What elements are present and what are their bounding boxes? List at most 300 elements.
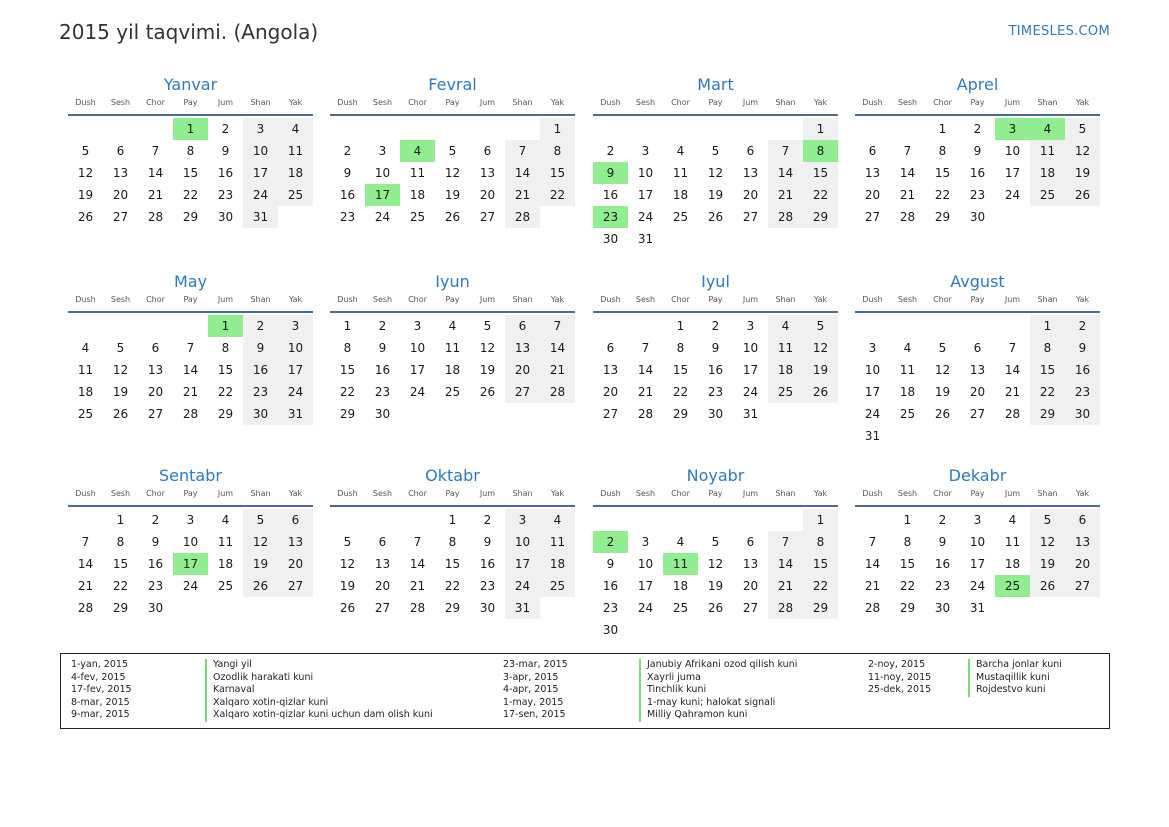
month-divider bbox=[593, 311, 838, 313]
weekday-label: Sesh bbox=[372, 98, 393, 107]
weekday-label: Pay bbox=[708, 489, 723, 498]
day-cell: 31 bbox=[969, 601, 986, 615]
day-cell: 17 bbox=[505, 553, 540, 575]
legend-dates-column bbox=[71, 659, 132, 722]
weekday-label: Dush bbox=[75, 295, 96, 304]
legend-holiday-name: Ozodlik harakati kuni bbox=[205, 672, 433, 685]
day-cell: 29 bbox=[444, 601, 461, 615]
empty-cell bbox=[365, 509, 400, 531]
weekday-label: Yak bbox=[1075, 489, 1090, 498]
day-cell: 1 bbox=[938, 122, 947, 136]
day-cell: 23 bbox=[374, 385, 391, 399]
day-cell: 7 bbox=[151, 144, 160, 158]
day-cell: 23 bbox=[147, 579, 164, 593]
day-cell: 16 bbox=[243, 359, 278, 381]
day-cell: 1 bbox=[116, 513, 125, 527]
weekday-header bbox=[330, 98, 575, 111]
weekday-label: Yak bbox=[1075, 98, 1090, 107]
day-cell: 28 bbox=[768, 597, 803, 619]
weekday-label: Jum bbox=[217, 98, 234, 107]
day-cell: 24 bbox=[637, 601, 654, 615]
weekday-label: Shan bbox=[250, 295, 271, 304]
day-cell: 31 bbox=[505, 597, 540, 619]
day-cell: 27 bbox=[147, 407, 164, 421]
day-grid bbox=[68, 315, 313, 425]
day-cell: 6 bbox=[973, 341, 982, 355]
day-cell: 27 bbox=[742, 601, 759, 615]
month-divider bbox=[593, 114, 838, 116]
day-cell: 29 bbox=[217, 407, 234, 421]
weekday-label: Pay bbox=[183, 489, 198, 498]
day-cell: 2 bbox=[606, 144, 615, 158]
day-cell: 5 bbox=[483, 319, 492, 333]
weekday-label: Pay bbox=[970, 489, 985, 498]
weekday-label: Chor bbox=[671, 98, 690, 107]
month-iyun bbox=[330, 271, 575, 425]
day-cell: 16 bbox=[707, 363, 724, 377]
day-cell: 28 bbox=[864, 601, 881, 615]
day-cell: 3 bbox=[746, 319, 755, 333]
day-cell: 3 bbox=[278, 315, 313, 337]
weekday-label: Sesh bbox=[897, 98, 918, 107]
day-cell: 2 bbox=[343, 144, 352, 158]
day-cell: 3 bbox=[868, 341, 877, 355]
legend-date: 4-apr, 2015 bbox=[503, 684, 559, 695]
day-cell: 24 bbox=[1004, 188, 1021, 202]
month-divider bbox=[593, 505, 838, 507]
empty-cell bbox=[925, 315, 960, 337]
month-oktabr bbox=[330, 465, 575, 619]
day-cell: 2 bbox=[938, 513, 947, 527]
legend-holiday-name: Janubiy Afrikani ozod qilish kuni bbox=[639, 659, 797, 672]
legend-date: 11-noy, 2015 bbox=[868, 671, 932, 683]
day-cell: 25 bbox=[540, 575, 575, 597]
day-cell: 16 bbox=[479, 557, 496, 571]
day-cell: 28 bbox=[899, 210, 916, 224]
day-cell: 14 bbox=[899, 166, 916, 180]
day-cell: 4 bbox=[768, 315, 803, 337]
month-name: Iyun bbox=[435, 272, 470, 291]
day-cell: 6 bbox=[1065, 509, 1100, 531]
day-cell: 23 bbox=[243, 381, 278, 403]
weekday-label: Yak bbox=[550, 98, 565, 107]
day-cell: 4 bbox=[81, 341, 90, 355]
day-grid bbox=[68, 509, 313, 619]
month-name: Avgust bbox=[950, 272, 1005, 291]
day-cell: 10 bbox=[742, 341, 759, 355]
day-grid bbox=[330, 315, 575, 425]
day-cell: 11 bbox=[444, 341, 461, 355]
day-cell: 15 bbox=[444, 557, 461, 571]
day-cell: 11 bbox=[672, 166, 689, 180]
day-cell: 23 bbox=[602, 601, 619, 615]
day-cell: 16 bbox=[374, 363, 391, 377]
day-cell: 3 bbox=[186, 513, 195, 527]
day-cell: 10 bbox=[637, 557, 654, 571]
weekday-label: Sesh bbox=[110, 295, 131, 304]
day-cell: 23 bbox=[479, 579, 496, 593]
weekday-label: Sesh bbox=[897, 489, 918, 498]
day-grid bbox=[330, 509, 575, 619]
day-cell: 10 bbox=[374, 166, 391, 180]
day-cell: 7 bbox=[186, 341, 195, 355]
day-cell: 18 bbox=[77, 385, 94, 399]
weekday-label: Shan bbox=[1037, 295, 1058, 304]
month-name: Iyul bbox=[701, 272, 730, 291]
day-cell: 28 bbox=[147, 210, 164, 224]
day-cell: 7 bbox=[505, 140, 540, 162]
month-avgust bbox=[855, 271, 1100, 447]
weekday-label: Shan bbox=[250, 98, 271, 107]
day-cell: 17 bbox=[243, 162, 278, 184]
day-cell: 11 bbox=[409, 166, 426, 180]
day-cell: 22 bbox=[182, 188, 199, 202]
day-cell: 23 bbox=[339, 210, 356, 224]
day-cell: 16 bbox=[217, 166, 234, 180]
day-cell: 8 bbox=[903, 535, 912, 549]
day-cell: 19 bbox=[803, 359, 838, 381]
holiday-day-cell: 8 bbox=[803, 140, 838, 162]
weekday-label: Sesh bbox=[110, 489, 131, 498]
day-cell: 8 bbox=[343, 341, 352, 355]
day-cell: 3 bbox=[641, 144, 650, 158]
day-cell: 18 bbox=[540, 553, 575, 575]
day-cell: 20 bbox=[479, 188, 496, 202]
empty-cell bbox=[593, 315, 628, 337]
weekday-label: Shan bbox=[1037, 489, 1058, 498]
day-cell: 20 bbox=[742, 579, 759, 593]
day-grid bbox=[593, 509, 838, 641]
day-cell: 27 bbox=[864, 210, 881, 224]
day-cell: 11 bbox=[278, 140, 313, 162]
weekday-label: Chor bbox=[671, 295, 690, 304]
day-cell: 31 bbox=[742, 407, 759, 421]
day-cell: 5 bbox=[116, 341, 125, 355]
day-cell: 7 bbox=[413, 535, 422, 549]
day-cell: 1 bbox=[803, 509, 838, 531]
weekday-header bbox=[68, 98, 313, 111]
day-cell: 25 bbox=[278, 184, 313, 206]
day-cell: 15 bbox=[112, 557, 129, 571]
legend-holiday-name: 1-may kuni; halokat signali bbox=[639, 697, 797, 710]
holiday-day-cell: 23 bbox=[593, 206, 628, 228]
holiday-day-cell: 1 bbox=[208, 315, 243, 337]
empty-cell bbox=[103, 118, 138, 140]
weekday-label: Dush bbox=[862, 295, 883, 304]
legend-date: 4-fev, 2015 bbox=[71, 671, 126, 683]
day-cell: 27 bbox=[742, 210, 759, 224]
day-cell: 8 bbox=[676, 341, 685, 355]
day-cell: 28 bbox=[409, 601, 426, 615]
weekday-label: Dush bbox=[600, 489, 621, 498]
day-cell: 31 bbox=[278, 403, 313, 425]
day-cell: 30 bbox=[479, 601, 496, 615]
day-cell: 25 bbox=[409, 210, 426, 224]
day-cell: 13 bbox=[479, 166, 496, 180]
day-cell: 31 bbox=[243, 206, 278, 228]
month-name: Noyabr bbox=[686, 466, 745, 485]
day-cell: 15 bbox=[339, 363, 356, 377]
month-sentabr bbox=[68, 465, 313, 619]
day-cell: 5 bbox=[711, 144, 720, 158]
day-cell: 23 bbox=[217, 188, 234, 202]
day-cell: 16 bbox=[934, 557, 951, 571]
day-cell: 19 bbox=[243, 553, 278, 575]
day-cell: 20 bbox=[742, 188, 759, 202]
empty-cell bbox=[330, 118, 365, 140]
empty-cell bbox=[173, 315, 208, 337]
day-cell: 19 bbox=[339, 579, 356, 593]
day-cell: 6 bbox=[483, 144, 492, 158]
weekday-label: Jum bbox=[1004, 295, 1021, 304]
weekday-header bbox=[330, 489, 575, 502]
day-cell: 16 bbox=[339, 188, 356, 202]
legend-date: 9-mar, 2015 bbox=[71, 709, 130, 720]
month-fevral bbox=[330, 74, 575, 228]
day-cell: 20 bbox=[278, 553, 313, 575]
day-cell: 14 bbox=[637, 363, 654, 377]
holiday-day-cell: 3 bbox=[995, 118, 1030, 140]
legend-holiday-name: Xalqaro xotin-qizlar kuni uchun dam olish kuni bbox=[205, 709, 433, 722]
weekday-label: Dush bbox=[337, 489, 358, 498]
holiday-day-cell: 4 bbox=[1030, 118, 1065, 140]
legend-holiday-name: Milliy Qahramon kuni bbox=[639, 709, 797, 722]
empty-cell bbox=[138, 118, 173, 140]
month-noyabr bbox=[593, 465, 838, 641]
day-cell: 2 bbox=[151, 513, 160, 527]
day-cell: 25 bbox=[217, 579, 234, 593]
month-name: May bbox=[173, 272, 208, 291]
empty-cell bbox=[663, 509, 698, 531]
day-cell: 16 bbox=[602, 579, 619, 593]
empty-cell bbox=[400, 509, 435, 531]
day-cell: 16 bbox=[1065, 359, 1100, 381]
legend-names-column bbox=[968, 659, 1062, 697]
day-cell: 7 bbox=[768, 531, 803, 553]
weekday-label: Shan bbox=[1037, 98, 1058, 107]
weekday-label: Chor bbox=[671, 489, 690, 498]
day-cell: 9 bbox=[483, 535, 492, 549]
day-cell: 28 bbox=[540, 381, 575, 403]
holiday-day-cell: 1 bbox=[173, 118, 208, 140]
legend-date: 2-noy, 2015 bbox=[868, 659, 926, 670]
weekday-header bbox=[855, 98, 1100, 111]
weekday-label: Dush bbox=[600, 98, 621, 107]
day-cell: 13 bbox=[147, 363, 164, 377]
day-cell: 9 bbox=[606, 557, 615, 571]
weekday-label: Jum bbox=[479, 295, 496, 304]
day-cell: 21 bbox=[147, 188, 164, 202]
day-cell: 25 bbox=[77, 407, 94, 421]
weekday-label: Dush bbox=[862, 489, 883, 498]
day-cell: 6 bbox=[505, 315, 540, 337]
day-cell: 11 bbox=[540, 531, 575, 553]
day-cell: 6 bbox=[868, 144, 877, 158]
day-cell: 21 bbox=[768, 184, 803, 206]
weekday-label: Pay bbox=[970, 295, 985, 304]
day-cell: 11 bbox=[899, 363, 916, 377]
day-cell: 29 bbox=[1030, 403, 1065, 425]
day-cell: 26 bbox=[77, 210, 94, 224]
day-cell: 21 bbox=[1004, 385, 1021, 399]
day-cell: 24 bbox=[742, 385, 759, 399]
day-cell: 17 bbox=[637, 188, 654, 202]
empty-cell bbox=[68, 315, 103, 337]
day-cell: 2 bbox=[973, 122, 982, 136]
day-cell: 14 bbox=[147, 166, 164, 180]
legend-holiday-name: Xalqaro xotin-qizlar kuni bbox=[205, 697, 433, 710]
day-cell: 18 bbox=[1030, 162, 1065, 184]
day-cell: 30 bbox=[602, 232, 619, 246]
day-cell: 21 bbox=[182, 385, 199, 399]
day-cell: 5 bbox=[81, 144, 90, 158]
legend-dates-column bbox=[868, 659, 931, 697]
day-cell: 13 bbox=[742, 166, 759, 180]
day-cell: 26 bbox=[934, 407, 951, 421]
day-cell: 24 bbox=[182, 579, 199, 593]
day-cell: 26 bbox=[707, 210, 724, 224]
weekday-label: Pay bbox=[183, 295, 198, 304]
day-cell: 10 bbox=[278, 337, 313, 359]
day-cell: 15 bbox=[803, 553, 838, 575]
day-cell: 3 bbox=[641, 535, 650, 549]
day-cell: 5 bbox=[1030, 509, 1065, 531]
month-yanvar bbox=[68, 74, 313, 228]
day-cell: 13 bbox=[969, 363, 986, 377]
day-cell: 22 bbox=[934, 188, 951, 202]
day-cell: 10 bbox=[969, 535, 986, 549]
day-cell: 25 bbox=[672, 210, 689, 224]
month-name: Fevral bbox=[428, 75, 477, 94]
weekday-label: Dush bbox=[600, 295, 621, 304]
day-cell: 12 bbox=[707, 557, 724, 571]
day-cell: 12 bbox=[803, 337, 838, 359]
day-cell: 14 bbox=[77, 557, 94, 571]
day-cell: 14 bbox=[540, 337, 575, 359]
day-cell: 29 bbox=[899, 601, 916, 615]
day-cell: 24 bbox=[637, 210, 654, 224]
day-grid bbox=[593, 315, 838, 425]
day-cell: 12 bbox=[479, 341, 496, 355]
day-cell: 30 bbox=[243, 403, 278, 425]
day-cell: 31 bbox=[864, 429, 881, 443]
weekday-label: Chor bbox=[933, 295, 952, 304]
day-cell: 20 bbox=[1065, 553, 1100, 575]
day-cell: 27 bbox=[278, 575, 313, 597]
weekday-label: Dush bbox=[862, 98, 883, 107]
weekday-label: Shan bbox=[775, 98, 796, 107]
weekday-label: Sesh bbox=[635, 489, 656, 498]
day-cell: 21 bbox=[540, 359, 575, 381]
day-cell: 13 bbox=[602, 363, 619, 377]
weekday-label: Jum bbox=[1004, 489, 1021, 498]
weekday-label: Dush bbox=[337, 98, 358, 107]
day-cell: 24 bbox=[969, 579, 986, 593]
day-cell: 10 bbox=[1004, 144, 1021, 158]
weekday-label: Yak bbox=[1075, 295, 1090, 304]
empty-cell bbox=[330, 509, 365, 531]
day-cell: 3 bbox=[243, 118, 278, 140]
weekday-label: Pay bbox=[970, 98, 985, 107]
day-cell: 29 bbox=[339, 407, 356, 421]
day-cell: 27 bbox=[969, 407, 986, 421]
legend-holiday-name: Barcha jonlar kuni bbox=[968, 659, 1062, 672]
day-cell: 20 bbox=[112, 188, 129, 202]
weekday-header bbox=[68, 295, 313, 308]
day-cell: 18 bbox=[217, 557, 234, 571]
weekday-label: Jum bbox=[742, 98, 759, 107]
day-cell: 19 bbox=[77, 188, 94, 202]
empty-cell bbox=[855, 118, 890, 140]
day-cell: 1 bbox=[448, 513, 457, 527]
day-cell: 22 bbox=[339, 385, 356, 399]
day-cell: 30 bbox=[934, 601, 951, 615]
day-cell: 8 bbox=[803, 531, 838, 553]
day-cell: 10 bbox=[637, 166, 654, 180]
day-cell: 9 bbox=[711, 341, 720, 355]
weekday-label: Chor bbox=[408, 98, 427, 107]
month-divider bbox=[855, 114, 1100, 116]
day-cell: 30 bbox=[147, 601, 164, 615]
empty-cell bbox=[593, 509, 628, 531]
day-cell: 8 bbox=[938, 144, 947, 158]
day-cell: 22 bbox=[540, 184, 575, 206]
day-cell: 22 bbox=[803, 184, 838, 206]
weekday-header bbox=[593, 489, 838, 502]
day-cell: 27 bbox=[479, 210, 496, 224]
month-divider bbox=[68, 311, 313, 313]
day-grid bbox=[68, 118, 313, 228]
weekday-label: Pay bbox=[708, 295, 723, 304]
day-cell: 13 bbox=[864, 166, 881, 180]
day-grid bbox=[330, 118, 575, 228]
day-cell: 12 bbox=[444, 166, 461, 180]
weekday-label: Jum bbox=[217, 489, 234, 498]
day-cell: 30 bbox=[602, 623, 619, 637]
day-cell: 9 bbox=[973, 144, 982, 158]
day-cell: 20 bbox=[602, 385, 619, 399]
day-cell: 18 bbox=[1004, 557, 1021, 571]
day-cell: 16 bbox=[602, 188, 619, 202]
day-cell: 26 bbox=[707, 601, 724, 615]
weekday-label: Pay bbox=[445, 489, 460, 498]
brand-logo-text[interactable]: TIMESLES.COM bbox=[1008, 24, 1110, 39]
holiday-day-cell: 4 bbox=[400, 140, 435, 162]
day-cell: 27 bbox=[602, 407, 619, 421]
empty-cell bbox=[768, 118, 803, 140]
day-cell: 7 bbox=[768, 140, 803, 162]
day-cell: 15 bbox=[899, 557, 916, 571]
day-cell: 21 bbox=[899, 188, 916, 202]
weekday-label: Yak bbox=[813, 295, 828, 304]
day-cell: 12 bbox=[1065, 140, 1100, 162]
day-cell: 15 bbox=[803, 162, 838, 184]
day-cell: 19 bbox=[479, 363, 496, 377]
weekday-label: Sesh bbox=[372, 295, 393, 304]
day-grid bbox=[593, 118, 838, 250]
weekday-label: Sesh bbox=[110, 98, 131, 107]
day-cell: 13 bbox=[374, 557, 391, 571]
day-cell: 10 bbox=[505, 531, 540, 553]
day-cell: 17 bbox=[637, 579, 654, 593]
day-cell: 1 bbox=[1030, 315, 1065, 337]
day-cell: 9 bbox=[243, 337, 278, 359]
day-cell: 8 bbox=[1030, 337, 1065, 359]
day-cell: 13 bbox=[278, 531, 313, 553]
day-cell: 14 bbox=[409, 557, 426, 571]
weekday-header bbox=[330, 295, 575, 308]
weekday-label: Jum bbox=[479, 489, 496, 498]
